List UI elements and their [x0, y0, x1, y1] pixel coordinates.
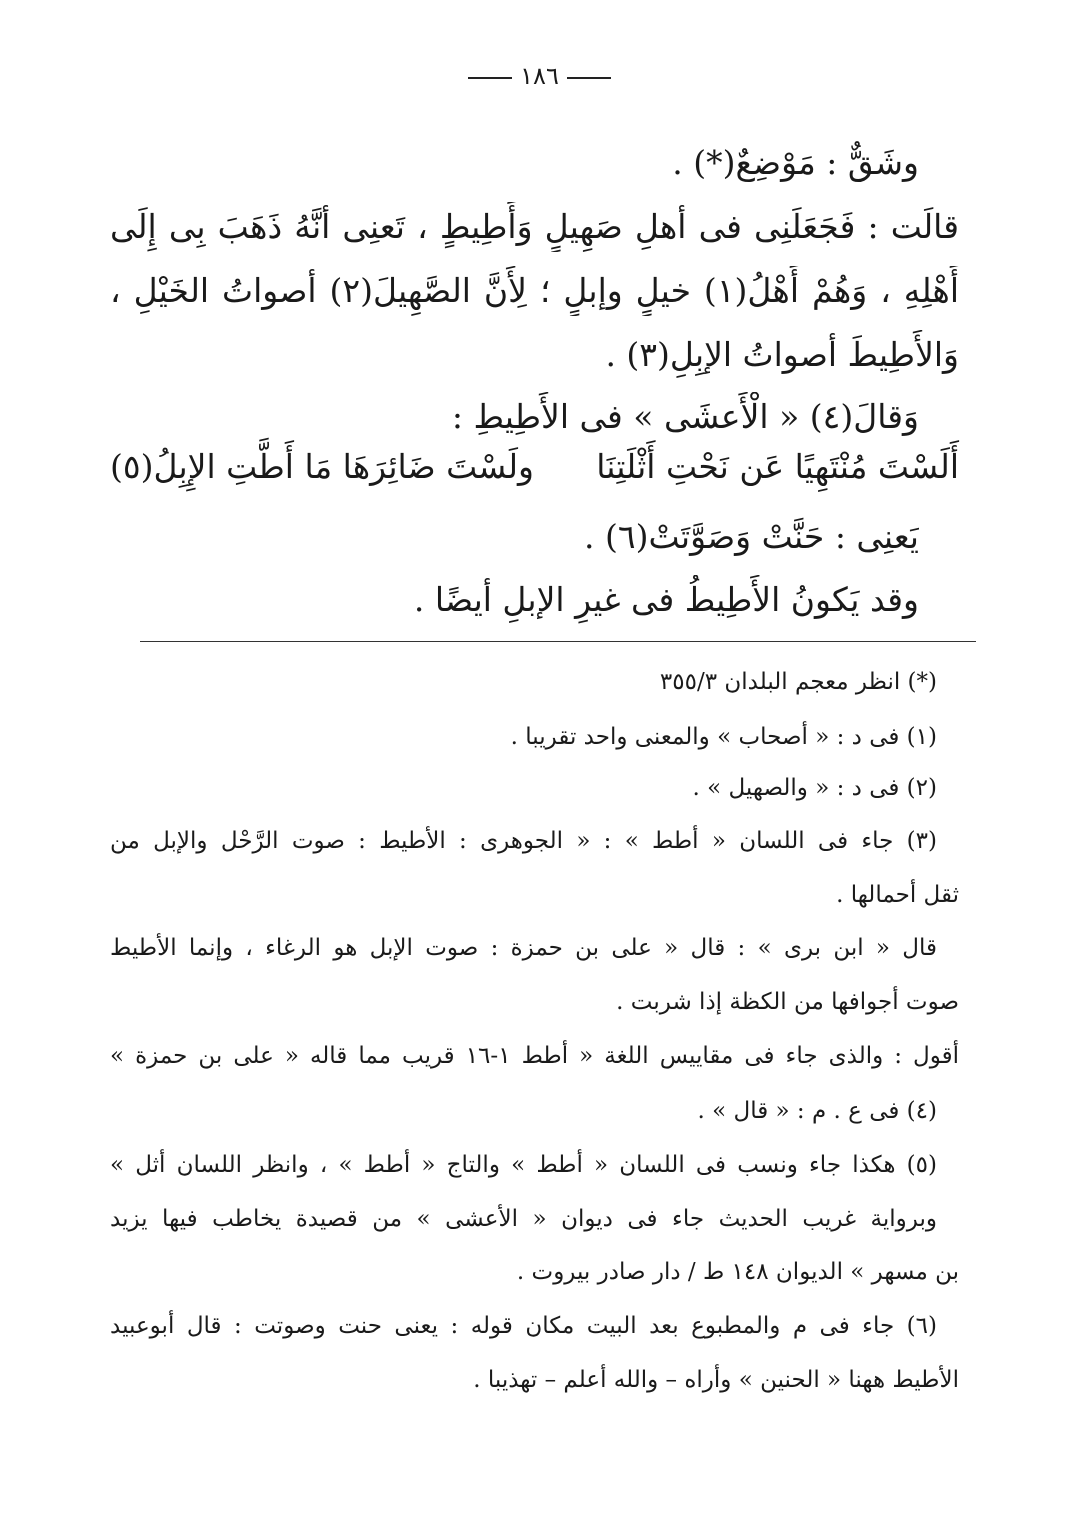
footnote-separator — [140, 641, 976, 642]
text-line: قالَت : فَجَعَلَنِى فى أهلِ صَهِيلٍ وَأَطِيطٍ ، تَعنِى أنَّهُ ذَهَبَ بِى إِلَى — [110, 207, 959, 246]
footnote: (٦) جاء فى م والمطبوع بعد البيت مكان قوله : يعنى حنت وصوتت : قال أبوعبيد — [110, 1313, 937, 1339]
footnote: أقول : والذى جاء فى مقاييس اللغة « أطط ١-١٦ قريب مما قاله « على بن حمزة » — [110, 1043, 959, 1069]
text-line: وَالأَطِيطَ أصواتُ الإبِلِ(٣) . — [605, 335, 959, 374]
footnote: ثقل أحمالها . — [836, 882, 959, 908]
footnote: وبرواية غريب الحديث جاء فى ديوان « الأعشى » من قصيدة يخاطب فيها يزيد — [110, 1206, 937, 1232]
footnote: قال « ابن برى » : قال « على بن حمزة : صوت الإبل هو الرغاء ، وإنما الأطيط — [110, 935, 937, 961]
footnote: بن مسهر » الديوان ١٤٨ ط / دار صادر بيروت . — [516, 1259, 959, 1285]
hemistich-right: أَلَسْتَ مُنْتَهِيًا عَن نَحْتِ أَثْلَتِنَا — [596, 447, 959, 486]
dash-left — [567, 77, 611, 79]
footnote: (*) انظر معجم البلدان ٣٥٥/٣ — [659, 669, 937, 695]
text-line: أَهْلِهِ ، وَهُمْ أَهْلُ(١) خيلٍ وإبلٍ ؛ لِأَنَّ الصَّهِيلَ(٢) أصواتُ الخَيْلِ ، — [110, 271, 959, 310]
hemistich-left: ولَسْتَ ضَائِرَهَا مَا أَطَّتِ الإِبِلُ(٥) — [110, 447, 534, 486]
footnote: (٤) فى ع . م : « قال » . — [697, 1098, 937, 1124]
dash-right — [468, 77, 512, 79]
verse-intro: وَقالَ(٤) « الْأَعشَى » فى الأَطِيطِ : — [451, 397, 919, 436]
text-line: وقد يَكونُ الأَطِيطُ فى غيرِ الإبلِ أيضًا . — [413, 580, 919, 619]
text-line: وشَقٌّ : مَوْضِعٌ(*) . — [672, 143, 919, 182]
footnote: (٢) فى د : « والصهيل » . — [692, 775, 937, 801]
footnote: الأطيط ههنا « الحنين » وأراه – والله أعلم – تهذيبا . — [473, 1367, 959, 1393]
footnote: (٥) هكذا جاء ونسب فى اللسان « أطط » والتاج « أطط » ، وانظر اللسان أثل » — [110, 1152, 937, 1178]
footnote: (٣) جاء فى اللسان « أطط » : « الجوهرى : الأطيط : صوت الرَّحْل والإبل من — [110, 828, 937, 854]
footnote: (١) فى د : « أصحاب » والمعنى واحد تقريبا . — [510, 724, 937, 750]
page-number: ١٨٦ — [0, 62, 1079, 90]
footnote: صوت أجوافها من الكظة إذا شربت . — [616, 989, 959, 1015]
poem-verse — [110, 442, 959, 492]
text-line: يَعنِى : حَنَّتْ وَصَوَّتَتْ(٦) . — [584, 517, 919, 556]
